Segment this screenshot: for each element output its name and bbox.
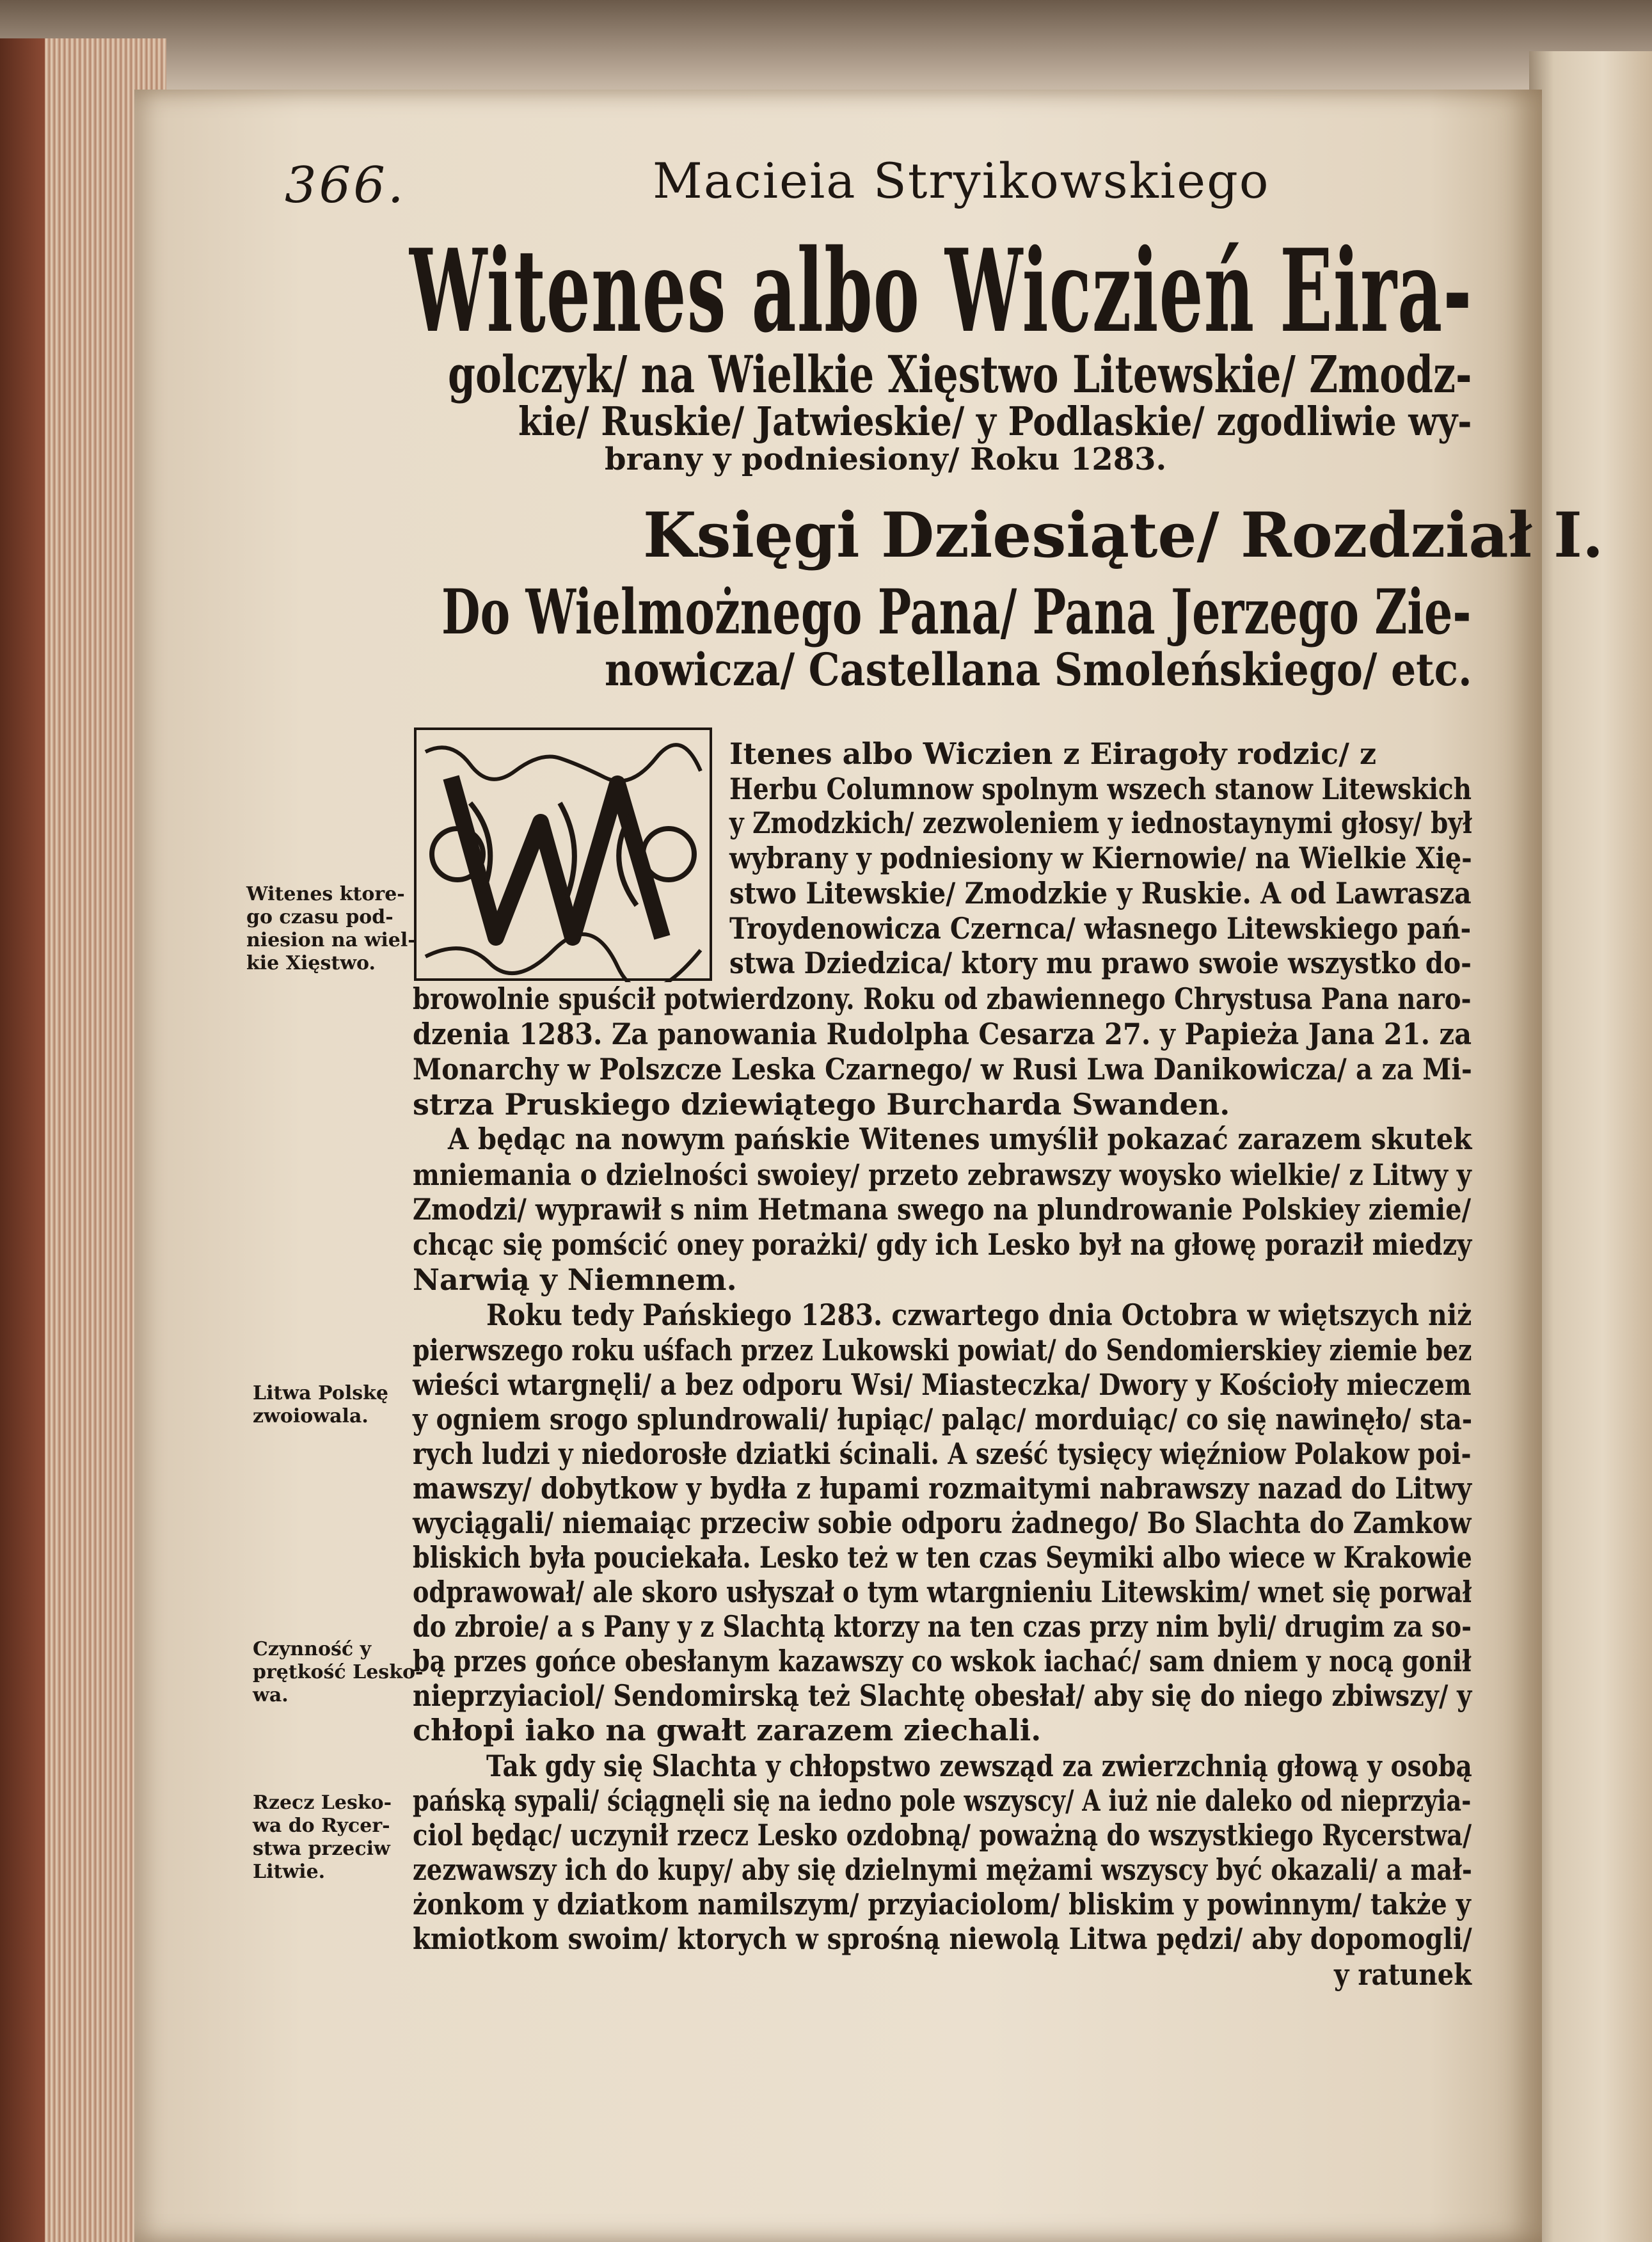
body-line: Itenes albo Wiczien z Eiragoły rodzic/ z <box>729 736 1377 771</box>
decorated-initial-w <box>413 726 713 982</box>
body-line: bliskich była pouciekała. Lesko też w ten czas Seymiki albo wiece w Krakowie <box>413 1540 1472 1575</box>
dedication-line-1: Do Wielmożnego Pana/ Pana Jerzego Zie- <box>441 576 1472 648</box>
body-line: chcąc się pomścić oney porażki/ gdy ich Lesko był na głowę poraził miedzy <box>413 1227 1472 1262</box>
body-line: kmiotkom swoim/ ktorych w sprośną niewolą Litwa pędzi/ aby dopomogli/ <box>413 1921 1472 1956</box>
body-line: dzenia 1283. Za panowania Rudolpha Cesarza 27. y Papieża Jana 21. za <box>413 1017 1472 1051</box>
body-line: browolnie spuścił potwierdzony. Roku od zbawiennego Chrystusa Pana naro- <box>413 982 1472 1016</box>
body-line: strza Pruskiego dziewiątego Burcharda Swanden. <box>413 1087 1230 1122</box>
dedication-line-2: nowicza/ Castellana Smoleńskiego/ etc. <box>605 643 1472 696</box>
margin-note-2 <box>253 1382 388 1428</box>
body-line: pańską sypali/ ściągnęli się na iedno pole wszyscy/ A iuż nie daleko od nieprzyia- <box>413 1783 1472 1818</box>
body-line: chłopi iako na gwałt zarazem ziechali. <box>413 1713 1042 1747</box>
margin-note-line: Czynność y <box>253 1638 372 1660</box>
margin-note-line: Rzecz Lesko- <box>253 1792 392 1814</box>
chapter-heading: Księgi Dziesiąte/ Rozdział I. <box>643 499 1604 571</box>
facing-page <box>1529 51 1652 2242</box>
margin-note-line: stwa przeciw <box>253 1838 390 1860</box>
margin-note-line: wa do Rycer- <box>253 1815 390 1837</box>
margin-note-line: kie Xięstwo. <box>246 952 376 974</box>
body-line: stwo Litewskie/ Zmodzkie y Ruskie. A od Lawrasza <box>729 876 1472 910</box>
body-line: Monarchy w Polszcze Leska Czarnego/ w Rusi Lwa Danikowicza/ a za Mi- <box>413 1052 1472 1086</box>
body-line: ciol będąc/ uczynił rzecz Lesko ozdobną/ poważną do wszystkiego Rycerstwa/ <box>413 1818 1472 1852</box>
margin-note-3 <box>253 1638 423 1707</box>
margin-note-line: prętkość Lesko- <box>253 1661 424 1683</box>
body-line: Troydenowicza Czernca/ własnego Litewskiego pań- <box>729 911 1472 946</box>
margin-note-line: niesion na wiel- <box>246 929 416 951</box>
body-line: Narwią y Niemnem. <box>413 1262 737 1297</box>
body-line: wyciągali/ niemaiąc przeciw sobie odporu żadnego/ Bo Slachta do Zamkow <box>413 1506 1472 1540</box>
margin-note-line: wa. <box>253 1684 289 1706</box>
body-line: nieprzyiaciol/ Sendomirską też Slachtę obesłał/ aby się do niego zbiwszy/ y <box>413 1678 1472 1713</box>
body-line: pierwszego roku uśfach przez Lukowski powiat/ do Sendomierskiey ziemie bez <box>413 1333 1472 1367</box>
body-line: A będąc na nowym pańskie Witenes umyślił pokazać zarazem skutek <box>448 1122 1472 1156</box>
body-line: Roku tedy Pańskiego 1283. czwartego dnia Octobra w więtszych niż <box>486 1298 1472 1332</box>
title-line-1: Witenes albo Wiczień Eira- <box>409 224 1473 358</box>
title-line-4: brany y podniesiony/ Roku 1283. <box>605 441 1167 477</box>
body-line: rych ludzi y niedorosłe dziatki ścinali. A sześć tysięcy więźniow Polakow poi- <box>413 1436 1472 1471</box>
body-line: y Zmodzkich/ zezwoleniem y iednostaynymi głosy/ był <box>729 806 1472 840</box>
body-line: żonkom y dziatkom namilszym/ przyiaciolom/ bliskim y powinnym/ także y <box>413 1887 1471 1921</box>
title-line-3: kie/ Ruskie/ Jatwieskie/ y Podlaskie/ zgodliwie wy- <box>518 398 1472 445</box>
body-line: zezwawszy ich do kupy/ aby się dzielnymi mężami wszyscy być okazali/ a mał- <box>413 1852 1472 1887</box>
margin-note-line: Litwie. <box>253 1861 326 1883</box>
margin-note-line: Witenes ktore- <box>246 883 405 905</box>
body-line: wieści wtargnęli/ a bez odporu Wsi/ Miasteczka/ Dwory y Kościoły mieczem <box>413 1367 1472 1402</box>
body-line: wybrany y podniesiony w Kiernowie/ na Wielkie Xię- <box>729 841 1472 875</box>
margin-note-4 <box>253 1792 392 1884</box>
body-line: bą przes gońce obesłanym kazawszy co wskok iachać/ sam dniem y nocą gonił <box>413 1644 1472 1678</box>
body-line: mawszy/ dobytkow y bydła z łupami rozmaitymi nabrawszy nazad do Litwy <box>413 1471 1472 1506</box>
margin-note-line: zwoiowala. <box>253 1405 369 1427</box>
page-number: 366. <box>285 157 406 214</box>
body-line: y ogniem srogo splundrowali/ łupiąc/ paląc/ morduiąc/ co się nawinęło/ sta- <box>413 1402 1473 1436</box>
running-head: Macieia Stryikowskiego <box>653 152 1270 209</box>
margin-note-line: go czasu pod- <box>246 906 393 928</box>
body-line: mniemania o dzielności swoiey/ przeto zebrawszy woysko wielkie/ z Litwy y <box>413 1157 1472 1192</box>
title-line-2: golczyk/ na Wielkie Xięstwo Litewskie/ Zmodz- <box>448 344 1472 404</box>
body-line: Herbu Columnow spolnym wszech stanow Litewskich <box>729 772 1472 806</box>
body-line: stwa Dziedzica/ ktory mu prawo swoie wszystko do- <box>729 946 1472 980</box>
body-line: Zmodzi/ wyprawił s nim Hetmana swego na plundrowanie Polskiey ziemie/ <box>413 1192 1472 1227</box>
margin-note-1 <box>246 883 416 975</box>
margin-note-line: Litwa Polskę <box>253 1382 388 1404</box>
body-line: Tak gdy się Slachta y chłopstwo zewsząd za zwierzchnią głową y osobą <box>486 1749 1472 1783</box>
body-line: y ratunek <box>1334 1957 1472 1992</box>
body-line: odprawował/ ale skoro usłyszał o tym wtargnieniu Litewskim/ wnet się porwał <box>413 1575 1472 1609</box>
book-head-edge <box>0 0 1652 96</box>
body-line: do zbroie/ a s Pany y z Slachtą ktorzy na ten czas przy nim byli/ drugim za so- <box>413 1609 1472 1644</box>
